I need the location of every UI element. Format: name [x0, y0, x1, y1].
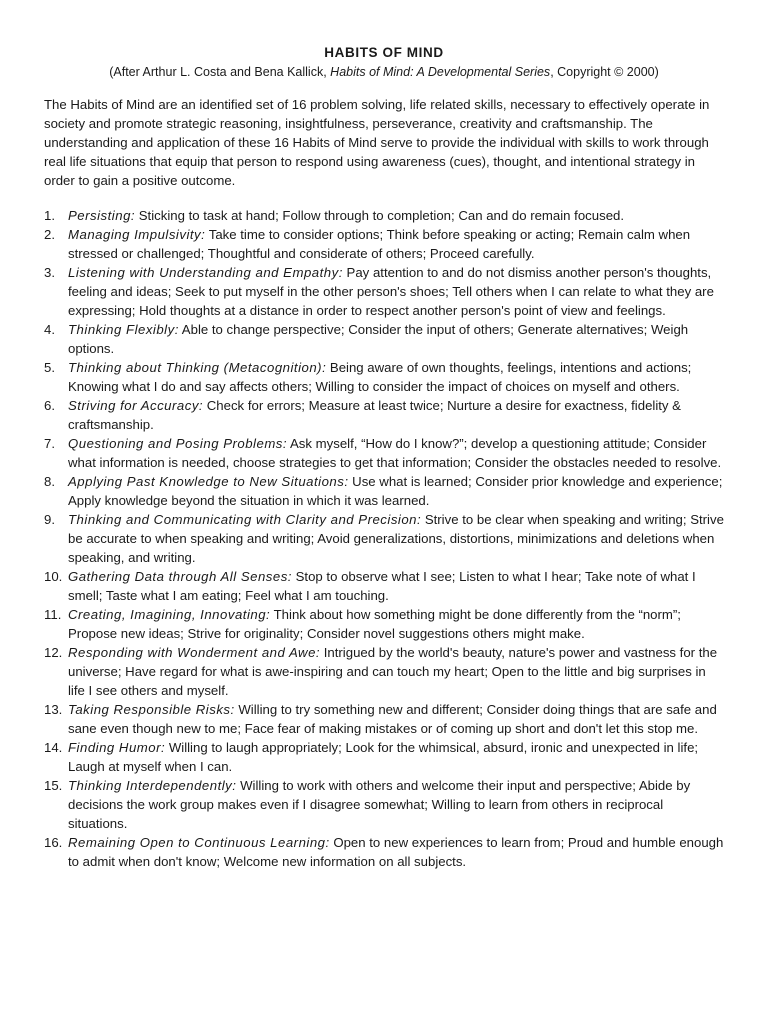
habit-name: Taking Responsible Risks:	[68, 702, 235, 717]
habit-description: Check for errors; Measure at least twice; Nurture a desire for exactness, fidelity & craftsmanship.	[68, 398, 681, 432]
habit-name: Remaining Open to Continuous Learning:	[68, 835, 330, 850]
habit-description: Stop to observe what I see; Listen to what I hear; Take note of what I smell; Taste what I am eating; Feel what I am touching.	[68, 569, 696, 603]
habit-name: Responding with Wonderment and Awe:	[68, 645, 321, 660]
subtitle-book-title: Habits of Mind: A Developmental Series	[330, 65, 551, 79]
intro-paragraph: The Habits of Mind are an identified set of 16 problem solving, life related skills, necessary to effectively operate in society and promote strategic reasoning, insightfulness, perseverance, creativity and craftsmanship. The understanding and application of these 16 Habits of Mind serve to provide the individual with skills to work through real life situations that equip that person to respond using awareness (cues), thought, and intentional strategy in order to gain a positive outcome.	[44, 97, 710, 188]
habit-description: Willing to work with others and welcome their input and perspective; Abide by decisions the work group makes even if I disagree somewhat; Willing to learn from others in reciprocal situations.	[68, 778, 691, 831]
list-item	[44, 700, 724, 738]
habit-description: Think about how something might be done differently from the “norm”; Propose new ideas; Strive for originality; Consider novel suggestions others might make.	[68, 607, 681, 641]
habit-name: Listening with Understanding and Empathy:	[68, 265, 343, 280]
habit-name: Creating, Imagining, Innovating:	[68, 607, 271, 622]
list-item	[44, 643, 724, 700]
habit-description: Open to new experiences to learn from; Proud and humble enough to admit when don't know; Welcome new information on all subjects.	[68, 835, 724, 869]
list-item	[44, 605, 724, 643]
habit-name: Gathering Data through All Senses:	[68, 569, 292, 584]
item-number: 9.	[44, 512, 55, 527]
item-number: 14.	[44, 740, 63, 755]
item-number: 16.	[44, 835, 63, 850]
item-number: 7.	[44, 436, 55, 451]
list-item	[44, 263, 724, 320]
habit-description: Sticking to task at hand; Follow through to completion; Can and do remain focused.	[135, 208, 625, 223]
habit-description: Use what is learned; Consider prior knowledge and experience; Apply knowledge beyond the situation in which it was learned.	[68, 474, 723, 508]
list-item	[44, 738, 724, 776]
document-subtitle	[44, 63, 724, 81]
habit-description: Take time to consider options; Think before speaking or acting; Remain calm when stressed or challenged; Thoughtful and considerate of others; Proceed carefully.	[68, 227, 691, 261]
list-item	[44, 206, 724, 225]
habit-name: Thinking Flexibly:	[68, 322, 179, 337]
item-number: 10.	[44, 569, 63, 584]
habit-description: Ask myself, “How do I know?”; develop a questioning attitude; Consider what information is needed, choose strategies to get that information; Consider the obstacles needed to resolve.	[68, 436, 722, 470]
habits-list	[44, 206, 724, 871]
item-number: 2.	[44, 227, 55, 242]
item-number: 1.	[44, 208, 55, 223]
list-item	[44, 320, 724, 358]
habit-description: Intrigued by the world's beauty, nature's power and vastness for the universe; Have regard for what is awe-inspiring and can touch my heart; Open to the little and big surprises in life I see others and myself.	[68, 645, 718, 698]
subtitle-suffix: , Copyright © 2000)	[550, 65, 659, 79]
list-item	[44, 776, 724, 833]
list-item	[44, 510, 724, 567]
habit-name: Thinking and Communicating with Clarity and Precision:	[68, 512, 422, 527]
habit-description: Being aware of own thoughts, feelings, intentions and actions; Knowing what I do and say affects others; Willing to consider the impact of choices on myself and others.	[68, 360, 692, 394]
habit-description: Willing to try something new and different; Consider doing things that are safe and sane even though new to me; Face fear of making mistakes or of coming up short and don't let this stop me.	[68, 702, 717, 736]
habit-description: Able to change perspective; Consider the input of others; Generate alternatives; Weigh options.	[68, 322, 689, 356]
habit-name: Thinking about Thinking (Metacognition):	[68, 360, 327, 375]
subtitle-prefix: (After Arthur L. Costa and Bena Kallick,	[109, 65, 331, 79]
list-item	[44, 567, 724, 605]
list-item	[44, 358, 724, 396]
habit-name: Finding Humor:	[68, 740, 166, 755]
item-number: 8.	[44, 474, 55, 489]
list-item	[44, 833, 724, 871]
list-item	[44, 434, 724, 472]
item-number: 15.	[44, 778, 63, 793]
item-number: 5.	[44, 360, 55, 375]
habit-name: Persisting:	[68, 208, 136, 223]
item-number: 12.	[44, 645, 63, 660]
habit-name: Managing Impulsivity:	[68, 227, 206, 242]
habit-name: Questioning and Posing Problems:	[68, 436, 288, 451]
item-number: 3.	[44, 265, 55, 280]
list-item	[44, 225, 724, 263]
list-item	[44, 396, 724, 434]
habit-name: Striving for Accuracy:	[68, 398, 204, 413]
habit-description: Pay attention to and do not dismiss another person's thoughts, feeling and ideas; Seek to put myself in the other person's shoes; Tell others when I can relate to what they are expressing; Hold thoughts at a distance in order to respect another person's point of view and feelings.	[68, 265, 714, 318]
item-number: 11.	[44, 607, 62, 622]
item-number: 13.	[44, 702, 63, 717]
habit-description: Strive to be clear when speaking and writing; Strive be accurate to when speaking and writing; Avoid generalizations, distortions, minimizations and deletions when speaking, and writing.	[68, 512, 724, 565]
habit-name: Applying Past Knowledge to New Situations:	[68, 474, 349, 489]
habit-description: Willing to laugh appropriately; Look for the whimsical, absurd, ironic and unexpected in life; Laugh at myself when I can.	[68, 740, 699, 774]
document-title: HABITS OF MIND	[324, 45, 444, 60]
list-item	[44, 472, 724, 510]
item-number: 4.	[44, 322, 55, 337]
habit-name: Thinking Interdependently:	[68, 778, 237, 793]
item-number: 6.	[44, 398, 55, 413]
